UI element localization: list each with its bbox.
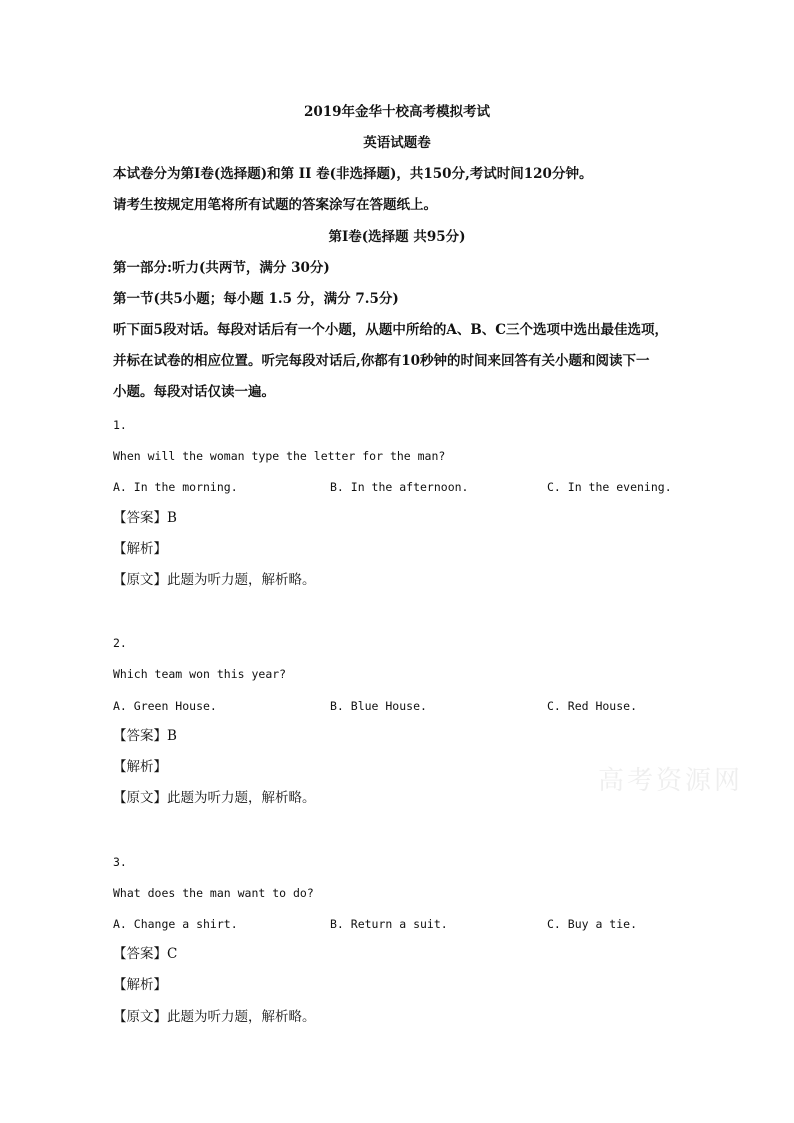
intro-line-1: 本试卷分为第Ⅰ卷(选择题)和第 II 卷(非选择题)，共150分,考试时间120分钟。 xyxy=(113,166,593,182)
question-text: Which team won this year? xyxy=(113,667,287,681)
option-a: A. Change a shirt. xyxy=(113,917,238,931)
original-text-note: 【原文】此题为听力题，解析略。 xyxy=(113,1009,316,1025)
exam-subtitle: 英语试题卷 xyxy=(363,135,431,151)
instruction-line-3: 小题。每段对话仅读一遍。 xyxy=(113,384,275,400)
option-b: B. Return a suit. xyxy=(330,917,448,931)
analysis-label: 【解析】 xyxy=(113,541,167,557)
answer-label: 【答案】B xyxy=(113,728,177,744)
option-b: B. In the afternoon. xyxy=(330,480,469,494)
analysis-label: 【解析】 xyxy=(113,759,167,775)
option-c: C. In the evening. xyxy=(547,480,672,494)
option-a: A. In the morning. xyxy=(113,480,238,494)
part-heading: 第一部分:听力(共两节，满分 30分) xyxy=(113,260,330,276)
question-text: What does the man want to do? xyxy=(113,886,314,900)
option-a: A. Green House. xyxy=(113,699,217,713)
answer-label: 【答案】C xyxy=(113,946,178,962)
analysis-label: 【解析】 xyxy=(113,977,167,993)
exam-title: 2019年金华十校高考模拟考试 xyxy=(303,104,491,120)
section-title: 第Ⅰ卷(选择题 共95分) xyxy=(328,229,466,245)
option-c: C. Buy a tie. xyxy=(547,917,638,931)
instruction-line-1: 听下面5段对话。每段对话后有一个小题，从题中所给的A、B、C三个选项中选出最佳选项， xyxy=(113,322,669,338)
question-number: 3. xyxy=(113,855,127,869)
option-b: B. Blue House. xyxy=(330,699,427,713)
question-number: 2. xyxy=(113,636,127,650)
original-text-note: 【原文】此题为听力题，解析略。 xyxy=(113,572,316,588)
watermark: 高考资源网 xyxy=(598,766,744,796)
intro-line-2: 请考生按规定用笔将所有试题的答案涂写在答题纸上。 xyxy=(113,197,437,213)
question-text: When will the woman type the letter for the man? xyxy=(113,449,446,463)
instruction-line-2: 并标在试卷的相应位置。听完每段对话后,你都有10秒钟的时间来回答有关小题和阅读下一 xyxy=(113,353,650,369)
original-text-note: 【原文】此题为听力题，解析略。 xyxy=(113,790,316,806)
section-heading: 第一节(共5小题；每小题 1.5 分，满分 7.5分) xyxy=(113,291,399,307)
option-c: C. Red House. xyxy=(547,699,638,713)
answer-label: 【答案】B xyxy=(113,510,177,526)
question-number: 1. xyxy=(113,418,127,432)
